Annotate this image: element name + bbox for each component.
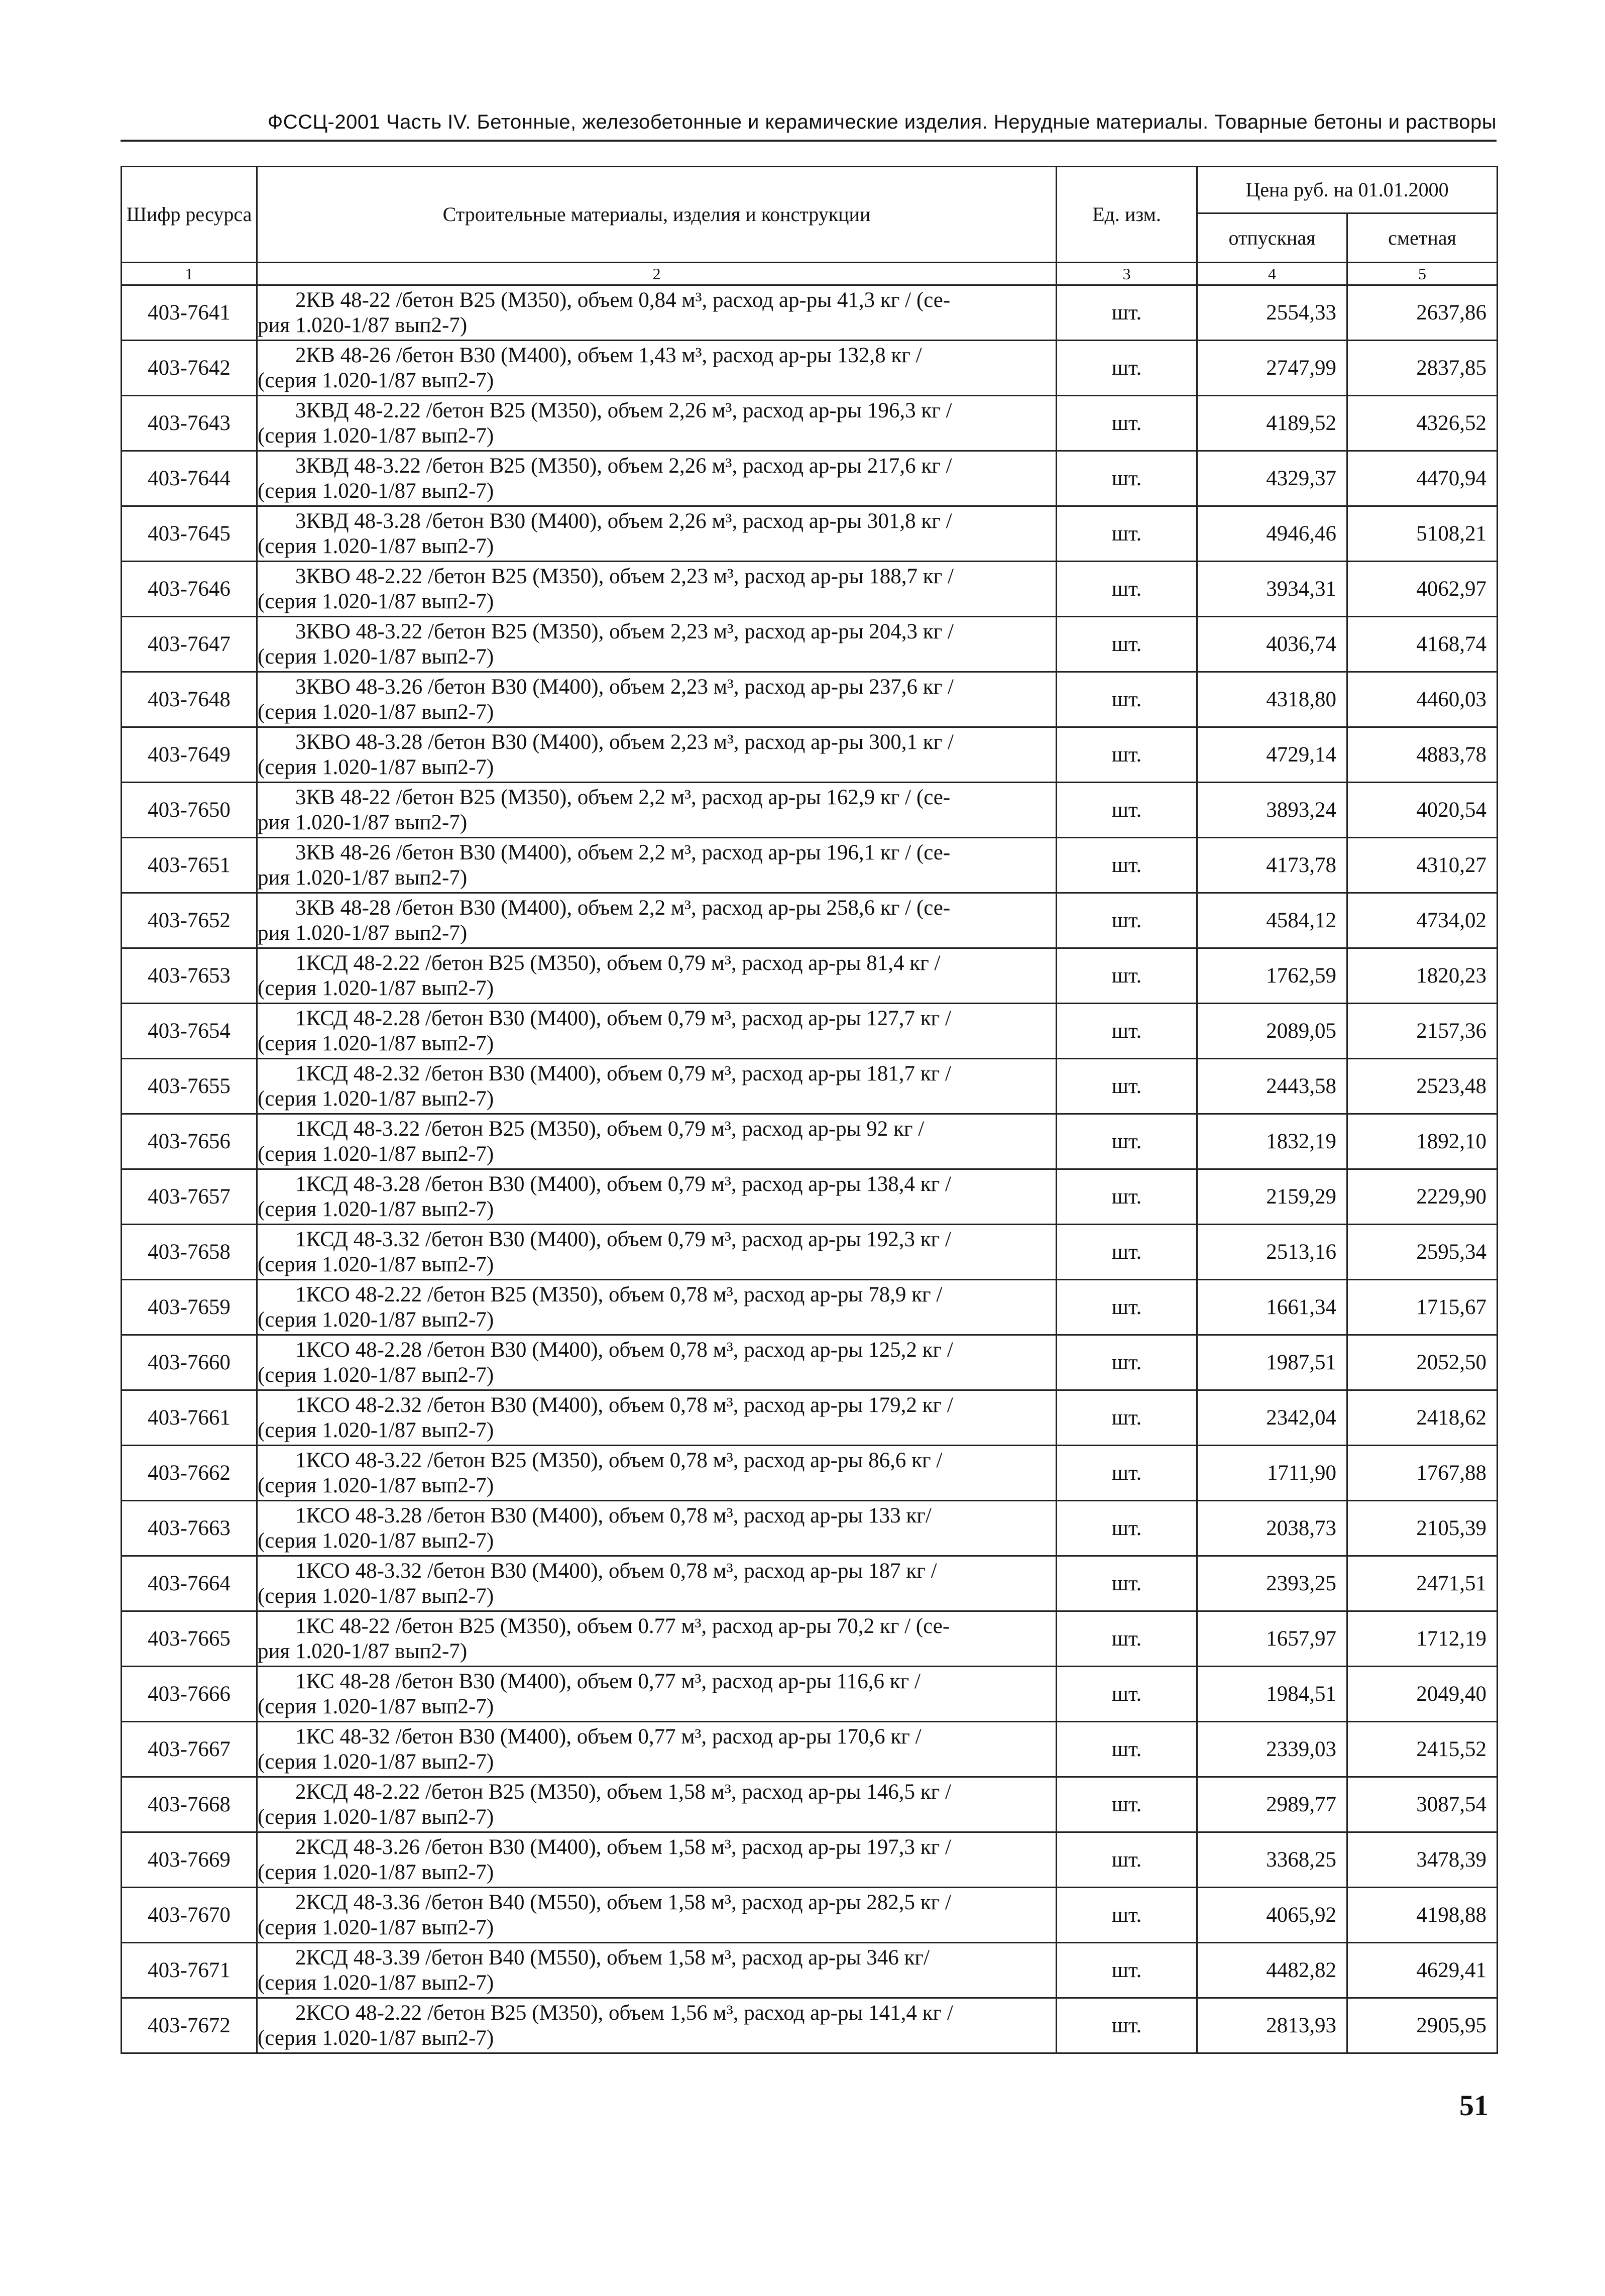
description-line-2: (серия 1.020-1/87 вып2-7) bbox=[258, 1971, 494, 1995]
estimate-price: 1715,67 bbox=[1347, 1280, 1498, 1335]
unit: шт. bbox=[1057, 451, 1197, 506]
resource-code: 403-7665 bbox=[122, 1611, 257, 1667]
description-line-2: (серия 1.020-1/87 вып2-7) bbox=[258, 1031, 494, 1055]
resource-code: 403-7670 bbox=[122, 1888, 257, 1943]
estimate-price: 4629,41 bbox=[1347, 1943, 1498, 1998]
material-description bbox=[257, 672, 1057, 727]
col-header-name: Строительные материалы, изделия и конструкции bbox=[257, 167, 1057, 263]
estimate-price: 3087,54 bbox=[1347, 1777, 1498, 1832]
material-description bbox=[257, 1998, 1057, 2053]
description-line-2: (серия 1.020-1/87 вып2-7) bbox=[258, 1584, 494, 1608]
release-price: 1657,97 bbox=[1197, 1611, 1347, 1667]
release-price: 1762,59 bbox=[1197, 948, 1347, 1004]
description-line-1: 3КВО 48-3.26 /бетон В30 (М400), объем 2,23 м³, расход ар-ры 237,6 кг / bbox=[295, 675, 954, 699]
col-header-code: Шифр ресурса bbox=[122, 167, 257, 263]
unit: шт. bbox=[1057, 1446, 1197, 1501]
table-row bbox=[122, 1611, 1498, 1667]
estimate-price: 2418,62 bbox=[1347, 1390, 1498, 1446]
resource-code: 403-7658 bbox=[122, 1225, 257, 1280]
material-description bbox=[257, 1556, 1057, 1611]
description-line-2: рия 1.020-1/87 вып2-7) bbox=[258, 810, 468, 834]
column-number: 2 bbox=[257, 263, 1057, 285]
release-price: 2089,05 bbox=[1197, 1004, 1347, 1059]
release-price: 1832,19 bbox=[1197, 1114, 1347, 1169]
unit: шт. bbox=[1057, 1280, 1197, 1335]
table-row bbox=[122, 1169, 1498, 1225]
resource-code: 403-7647 bbox=[122, 617, 257, 672]
unit: шт. bbox=[1057, 1611, 1197, 1667]
table-row bbox=[122, 396, 1498, 451]
estimate-price: 4460,03 bbox=[1347, 672, 1498, 727]
table-row bbox=[122, 285, 1498, 341]
material-description bbox=[257, 341, 1057, 396]
resource-code: 403-7653 bbox=[122, 948, 257, 1004]
release-price: 1987,51 bbox=[1197, 1335, 1347, 1390]
unit: шт. bbox=[1057, 1556, 1197, 1611]
column-number: 5 bbox=[1347, 263, 1498, 285]
release-price: 2989,77 bbox=[1197, 1777, 1347, 1832]
estimate-price: 4470,94 bbox=[1347, 451, 1498, 506]
header-text: ФССЦ-2001 Часть IV. Бетонные, железобетонные и керамические изделия. Нерудные материалы. Товарные бетоны и растворы bbox=[267, 111, 1497, 133]
table-row bbox=[122, 1280, 1498, 1335]
resource-code: 403-7642 bbox=[122, 341, 257, 396]
description-line-2: (серия 1.020-1/87 вып2-7) bbox=[258, 479, 494, 503]
description-line-1: 1КСД 48-2.22 /бетон В25 (М350), объем 0,79 м³, расход ар-ры 81,4 кг / bbox=[295, 951, 941, 975]
description-line-2: (серия 1.020-1/87 вып2-7) bbox=[258, 1142, 494, 1166]
table-row bbox=[122, 838, 1498, 893]
table-row bbox=[122, 1777, 1498, 1832]
description-line-2: (серия 1.020-1/87 вып2-7) bbox=[258, 368, 494, 392]
description-line-2: (серия 1.020-1/87 вып2-7) bbox=[258, 1363, 494, 1387]
table-row bbox=[122, 1390, 1498, 1446]
col-header-price: Цена руб. на 01.01.2000 bbox=[1197, 167, 1498, 213]
material-description bbox=[257, 1004, 1057, 1059]
description-line-2: (серия 1.020-1/87 вып2-7) bbox=[258, 1307, 494, 1332]
resource-code: 403-7666 bbox=[122, 1667, 257, 1722]
description-line-2: (серия 1.020-1/87 вып2-7) bbox=[258, 2026, 494, 2050]
estimate-price: 2637,86 bbox=[1347, 285, 1498, 341]
estimate-price: 2105,39 bbox=[1347, 1501, 1498, 1556]
unit: шт. bbox=[1057, 1501, 1197, 1556]
description-line-1: 3КВД 48-2.22 /бетон В25 (М350), объем 2,26 м³, расход ар-ры 196,3 кг / bbox=[295, 399, 952, 423]
description-line-2: (серия 1.020-1/87 вып2-7) bbox=[258, 1860, 494, 1884]
release-price: 2339,03 bbox=[1197, 1722, 1347, 1777]
description-line-1: 2КСД 48-2.22 /бетон В25 (М350), объем 1,58 м³, расход ар-ры 146,5 кг / bbox=[295, 1780, 951, 1804]
unit: шт. bbox=[1057, 1059, 1197, 1114]
description-line-1: 3КВД 48-3.28 /бетон В30 (М400), объем 2,26 м³, расход ар-ры 301,8 кг / bbox=[295, 509, 952, 533]
material-description bbox=[257, 1059, 1057, 1114]
material-description bbox=[257, 617, 1057, 672]
resource-code: 403-7663 bbox=[122, 1501, 257, 1556]
page-number: 51 bbox=[1459, 2089, 1488, 2122]
unit: шт. bbox=[1057, 893, 1197, 948]
material-description bbox=[257, 1501, 1057, 1556]
resource-code: 403-7646 bbox=[122, 562, 257, 617]
estimate-price: 2157,36 bbox=[1347, 1004, 1498, 1059]
description-line-1: 1КС 48-32 /бетон В30 (М400), объем 0,77 м³, расход ар-ры 170,6 кг / bbox=[295, 1725, 922, 1749]
material-description bbox=[257, 1446, 1057, 1501]
description-line-2: рия 1.020-1/87 вып2-7) bbox=[258, 865, 468, 890]
material-description bbox=[257, 1280, 1057, 1335]
description-line-2: (серия 1.020-1/87 вып2-7) bbox=[258, 700, 494, 724]
unit: шт. bbox=[1057, 1722, 1197, 1777]
description-line-1: 2КВ 48-22 /бетон В25 (М350), объем 0,84 м³, расход ар-ры 41,3 кг / (се- bbox=[295, 288, 951, 312]
unit: шт. bbox=[1057, 506, 1197, 562]
estimate-price: 4198,88 bbox=[1347, 1888, 1498, 1943]
description-line-2: рия 1.020-1/87 вып2-7) bbox=[258, 313, 468, 337]
description-line-1: 1КСД 48-3.32 /бетон В30 (М400), объем 0,79 м³, расход ар-ры 192,3 кг / bbox=[295, 1228, 951, 1252]
release-price: 2393,25 bbox=[1197, 1556, 1347, 1611]
estimate-price: 4310,27 bbox=[1347, 838, 1498, 893]
col-header-estimate: сметная bbox=[1347, 213, 1498, 263]
table-row bbox=[122, 1059, 1498, 1114]
estimate-price: 1712,19 bbox=[1347, 1611, 1498, 1667]
description-line-1: 1КСД 48-3.22 /бетон В25 (М350), объем 0,79 м³, расход ар-ры 92 кг / bbox=[295, 1117, 925, 1141]
table-row bbox=[122, 727, 1498, 783]
unit: шт. bbox=[1057, 1888, 1197, 1943]
resource-code: 403-7656 bbox=[122, 1114, 257, 1169]
description-line-2: (серия 1.020-1/87 вып2-7) bbox=[258, 976, 494, 1000]
resource-code: 403-7669 bbox=[122, 1832, 257, 1888]
estimate-price: 2837,85 bbox=[1347, 341, 1498, 396]
resource-code: 403-7655 bbox=[122, 1059, 257, 1114]
column-number: 1 bbox=[122, 263, 257, 285]
description-line-2: (серия 1.020-1/87 вып2-7) bbox=[258, 1473, 494, 1497]
unit: шт. bbox=[1057, 1335, 1197, 1390]
description-line-1: 1КСД 48-3.28 /бетон В30 (М400), объем 0,79 м³, расход ар-ры 138,4 кг / bbox=[295, 1172, 951, 1196]
description-line-1: 3КВО 48-2.22 /бетон В25 (М350), объем 2,23 м³, расход ар-ры 188,7 кг / bbox=[295, 565, 954, 589]
description-line-2: (серия 1.020-1/87 вып2-7) bbox=[258, 534, 494, 558]
table-row bbox=[122, 1832, 1498, 1888]
resource-code: 403-7644 bbox=[122, 451, 257, 506]
resource-code: 403-7643 bbox=[122, 396, 257, 451]
material-description bbox=[257, 1390, 1057, 1446]
table-row bbox=[122, 1004, 1498, 1059]
table-row bbox=[122, 1888, 1498, 1943]
unit: шт. bbox=[1057, 838, 1197, 893]
release-price: 4173,78 bbox=[1197, 838, 1347, 893]
estimate-price: 2523,48 bbox=[1347, 1059, 1498, 1114]
description-line-1: 1КСО 48-3.22 /бетон В25 (М350), объем 0,78 м³, расход ар-ры 86,6 кг / bbox=[295, 1449, 943, 1473]
description-line-2: (серия 1.020-1/87 вып2-7) bbox=[258, 644, 494, 669]
resource-code: 403-7657 bbox=[122, 1169, 257, 1225]
description-line-1: 3КВД 48-3.22 /бетон В25 (М350), объем 2,26 м³, расход ар-ры 217,6 кг / bbox=[295, 454, 952, 478]
table-row bbox=[122, 1114, 1498, 1169]
description-line-1: 1КСО 48-3.32 /бетон В30 (М400), объем 0,78 м³, расход ар-ры 187 кг / bbox=[295, 1559, 937, 1583]
resource-code: 403-7664 bbox=[122, 1556, 257, 1611]
description-line-1: 1КСО 48-2.22 /бетон В25 (М350), объем 0,78 м³, расход ар-ры 78,9 кг / bbox=[295, 1283, 943, 1307]
release-price: 2038,73 bbox=[1197, 1501, 1347, 1556]
release-price: 4329,37 bbox=[1197, 451, 1347, 506]
estimate-price: 2052,50 bbox=[1347, 1335, 1498, 1390]
estimate-price: 2415,52 bbox=[1347, 1722, 1498, 1777]
resource-code: 403-7671 bbox=[122, 1943, 257, 1998]
description-line-2: (серия 1.020-1/87 вып2-7) bbox=[258, 423, 494, 448]
release-price: 2159,29 bbox=[1197, 1169, 1347, 1225]
unit: шт. bbox=[1057, 285, 1197, 341]
resource-code: 403-7649 bbox=[122, 727, 257, 783]
material-description bbox=[257, 1888, 1057, 1943]
estimate-price: 1892,10 bbox=[1347, 1114, 1498, 1169]
unit: шт. bbox=[1057, 672, 1197, 727]
col-header-unit: Ед. изм. bbox=[1057, 167, 1197, 263]
release-price: 1984,51 bbox=[1197, 1667, 1347, 1722]
estimate-price: 4062,97 bbox=[1347, 562, 1498, 617]
material-description bbox=[257, 1225, 1057, 1280]
material-description bbox=[257, 1943, 1057, 1998]
estimate-price: 4168,74 bbox=[1347, 617, 1498, 672]
unit: шт. bbox=[1057, 727, 1197, 783]
release-price: 3893,24 bbox=[1197, 783, 1347, 838]
table-row bbox=[122, 562, 1498, 617]
table-row bbox=[122, 506, 1498, 562]
unit: шт. bbox=[1057, 1390, 1197, 1446]
release-price: 4036,74 bbox=[1197, 617, 1347, 672]
description-line-1: 3КВ 48-22 /бетон В25 (М350), объем 2,2 м³, расход ар-ры 162,9 кг / (се- bbox=[295, 786, 951, 810]
table-row bbox=[122, 1446, 1498, 1501]
estimate-price: 4326,52 bbox=[1347, 396, 1498, 451]
unit: шт. bbox=[1057, 562, 1197, 617]
resource-code: 403-7641 bbox=[122, 285, 257, 341]
description-line-2: (серия 1.020-1/87 вып2-7) bbox=[258, 589, 494, 613]
release-price: 4729,14 bbox=[1197, 727, 1347, 783]
estimate-price: 1767,88 bbox=[1347, 1446, 1498, 1501]
estimate-price: 4020,54 bbox=[1347, 783, 1498, 838]
material-description bbox=[257, 727, 1057, 783]
material-description bbox=[257, 1611, 1057, 1667]
estimate-price: 2471,51 bbox=[1347, 1556, 1498, 1611]
description-line-1: 1КС 48-28 /бетон В30 (М400), объем 0,77 м³, расход ар-ры 116,6 кг / bbox=[295, 1670, 921, 1694]
unit: шт. bbox=[1057, 1225, 1197, 1280]
estimate-price: 2905,95 bbox=[1347, 1998, 1498, 2053]
description-line-2: рия 1.020-1/87 вып2-7) bbox=[258, 921, 468, 945]
table-row bbox=[122, 783, 1498, 838]
resource-code: 403-7660 bbox=[122, 1335, 257, 1390]
description-line-2: (серия 1.020-1/87 вып2-7) bbox=[258, 1528, 494, 1553]
column-number: 4 bbox=[1197, 263, 1347, 285]
release-price: 4482,82 bbox=[1197, 1943, 1347, 1998]
material-description bbox=[257, 1114, 1057, 1169]
description-line-2: рия 1.020-1/87 вып2-7) bbox=[258, 1639, 468, 1663]
unit: шт. bbox=[1057, 1114, 1197, 1169]
description-line-2: (серия 1.020-1/87 вып2-7) bbox=[258, 1086, 494, 1111]
release-price: 1711,90 bbox=[1197, 1446, 1347, 1501]
unit: шт. bbox=[1057, 1998, 1197, 2053]
estimate-price: 2229,90 bbox=[1347, 1169, 1498, 1225]
table-row bbox=[122, 1501, 1498, 1556]
resource-code: 403-7648 bbox=[122, 672, 257, 727]
release-price: 3368,25 bbox=[1197, 1832, 1347, 1888]
estimate-price: 1820,23 bbox=[1347, 948, 1498, 1004]
material-description bbox=[257, 396, 1057, 451]
release-price: 2747,99 bbox=[1197, 341, 1347, 396]
description-line-1: 2КСД 48-3.39 /бетон В40 (М550), объем 1,58 м³, расход ар-ры 346 кг/ bbox=[295, 1946, 930, 1970]
release-price: 2513,16 bbox=[1197, 1225, 1347, 1280]
unit: шт. bbox=[1057, 1777, 1197, 1832]
release-price: 4584,12 bbox=[1197, 893, 1347, 948]
description-line-1: 1КСО 48-2.28 /бетон В30 (М400), объем 0,78 м³, расход ар-ры 125,2 кг / bbox=[295, 1338, 953, 1362]
estimate-price: 3478,39 bbox=[1347, 1832, 1498, 1888]
unit: шт. bbox=[1057, 1169, 1197, 1225]
release-price: 2813,93 bbox=[1197, 1998, 1347, 2053]
description-line-1: 2КСО 48-2.22 /бетон В25 (М350), объем 1,56 м³, расход ар-ры 141,4 кг / bbox=[295, 2001, 953, 2025]
price-table bbox=[121, 166, 1498, 2054]
material-description bbox=[257, 451, 1057, 506]
description-line-2: (серия 1.020-1/87 вып2-7) bbox=[258, 1750, 494, 1774]
table-row bbox=[122, 451, 1498, 506]
table-body bbox=[122, 285, 1498, 2053]
release-price: 4065,92 bbox=[1197, 1888, 1347, 1943]
estimate-price: 2595,34 bbox=[1347, 1225, 1498, 1280]
material-description bbox=[257, 1832, 1057, 1888]
description-line-2: (серия 1.020-1/87 вып2-7) bbox=[258, 1197, 494, 1221]
resource-code: 403-7672 bbox=[122, 1998, 257, 2053]
estimate-price: 5108,21 bbox=[1347, 506, 1498, 562]
unit: шт. bbox=[1057, 396, 1197, 451]
release-price: 2554,33 bbox=[1197, 285, 1347, 341]
release-price: 2342,04 bbox=[1197, 1390, 1347, 1446]
resource-code: 403-7662 bbox=[122, 1446, 257, 1501]
description-line-2: (серия 1.020-1/87 вып2-7) bbox=[258, 1418, 494, 1442]
material-description bbox=[257, 1777, 1057, 1832]
release-price: 4946,46 bbox=[1197, 506, 1347, 562]
estimate-price: 4883,78 bbox=[1347, 727, 1498, 783]
material-description bbox=[257, 1169, 1057, 1225]
material-description bbox=[257, 1722, 1057, 1777]
material-description bbox=[257, 893, 1057, 948]
unit: шт. bbox=[1057, 783, 1197, 838]
material-description bbox=[257, 948, 1057, 1004]
table-row bbox=[122, 1335, 1498, 1390]
description-line-1: 2КСД 48-3.36 /бетон В40 (М550), объем 1,58 м³, расход ар-ры 282,5 кг / bbox=[295, 1891, 951, 1915]
unit: шт. bbox=[1057, 948, 1197, 1004]
description-line-1: 1КСО 48-3.28 /бетон В30 (М400), объем 0,78 м³, расход ар-ры 133 кг/ bbox=[295, 1504, 932, 1528]
material-description bbox=[257, 562, 1057, 617]
description-line-1: 1КСО 48-2.32 /бетон В30 (М400), объем 0,78 м³, расход ар-ры 179,2 кг / bbox=[295, 1393, 953, 1417]
description-line-1: 1КСД 48-2.32 /бетон В30 (М400), объем 0,79 м³, расход ар-ры 181,7 кг / bbox=[295, 1062, 951, 1086]
table-row bbox=[122, 1722, 1498, 1777]
resource-code: 403-7652 bbox=[122, 893, 257, 948]
resource-code: 403-7645 bbox=[122, 506, 257, 562]
description-line-1: 3КВ 48-26 /бетон В30 (М400), объем 2,2 м³, расход ар-ры 196,1 кг / (се- bbox=[295, 841, 951, 865]
resource-code: 403-7659 bbox=[122, 1280, 257, 1335]
table-row bbox=[122, 893, 1498, 948]
material-description bbox=[257, 783, 1057, 838]
description-line-1: 2КСД 48-3.26 /бетон В30 (М400), объем 1,58 м³, расход ар-ры 197,3 кг / bbox=[295, 1835, 951, 1860]
unit: шт. bbox=[1057, 341, 1197, 396]
material-description bbox=[257, 1667, 1057, 1722]
resource-code: 403-7651 bbox=[122, 838, 257, 893]
material-description bbox=[257, 506, 1057, 562]
description-line-1: 1КС 48-22 /бетон В25 (М350), объем 0.77 м³, расход ар-ры 70,2 кг / (се- bbox=[295, 1614, 950, 1638]
resource-code: 403-7667 bbox=[122, 1722, 257, 1777]
unit: шт. bbox=[1057, 1667, 1197, 1722]
column-number-row bbox=[122, 263, 1498, 285]
table-row bbox=[122, 1225, 1498, 1280]
table-row bbox=[122, 672, 1498, 727]
estimate-price: 4734,02 bbox=[1347, 893, 1498, 948]
running-header bbox=[121, 110, 1497, 142]
material-description bbox=[257, 838, 1057, 893]
unit: шт. bbox=[1057, 1832, 1197, 1888]
unit: шт. bbox=[1057, 617, 1197, 672]
table-row bbox=[122, 1943, 1498, 1998]
description-line-1: 3КВ 48-28 /бетон В30 (М400), объем 2,2 м³, расход ар-ры 258,6 кг / (се- bbox=[295, 896, 951, 920]
resource-code: 403-7668 bbox=[122, 1777, 257, 1832]
unit: шт. bbox=[1057, 1943, 1197, 1998]
table-row bbox=[122, 341, 1498, 396]
description-line-1: 3КВО 48-3.22 /бетон В25 (М350), объем 2,23 м³, расход ар-ры 204,3 кг / bbox=[295, 620, 954, 644]
resource-code: 403-7661 bbox=[122, 1390, 257, 1446]
material-description bbox=[257, 285, 1057, 341]
description-line-2: (серия 1.020-1/87 вып2-7) bbox=[258, 1915, 494, 1939]
release-price: 4189,52 bbox=[1197, 396, 1347, 451]
unit: шт. bbox=[1057, 1004, 1197, 1059]
column-number: 3 bbox=[1057, 263, 1197, 285]
estimate-price: 2049,40 bbox=[1347, 1667, 1498, 1722]
table-header-row bbox=[122, 167, 1498, 213]
release-price: 1661,34 bbox=[1197, 1280, 1347, 1335]
description-line-2: (серия 1.020-1/87 вып2-7) bbox=[258, 755, 494, 779]
description-line-1: 1КСД 48-2.28 /бетон В30 (М400), объем 0,79 м³, расход ар-ры 127,7 кг / bbox=[295, 1007, 951, 1031]
description-line-2: (серия 1.020-1/87 вып2-7) bbox=[258, 1805, 494, 1829]
description-line-1: 2КВ 48-26 /бетон В30 (М400), объем 1,43 м³, расход ар-ры 132,8 кг / bbox=[295, 344, 922, 368]
release-price: 2443,58 bbox=[1197, 1059, 1347, 1114]
table-row bbox=[122, 1998, 1498, 2053]
release-price: 4318,80 bbox=[1197, 672, 1347, 727]
table-row bbox=[122, 1556, 1498, 1611]
resource-code: 403-7650 bbox=[122, 783, 257, 838]
table-row bbox=[122, 948, 1498, 1004]
table-row bbox=[122, 617, 1498, 672]
description-line-1: 3КВО 48-3.28 /бетон В30 (М400), объем 2,23 м³, расход ар-ры 300,1 кг / bbox=[295, 730, 954, 754]
release-price: 3934,31 bbox=[1197, 562, 1347, 617]
description-line-2: (серия 1.020-1/87 вып2-7) bbox=[258, 1694, 494, 1718]
material-description bbox=[257, 1335, 1057, 1390]
col-header-release: отпускная bbox=[1197, 213, 1347, 263]
table-row bbox=[122, 1667, 1498, 1722]
description-line-2: (серия 1.020-1/87 вып2-7) bbox=[258, 1252, 494, 1276]
resource-code: 403-7654 bbox=[122, 1004, 257, 1059]
